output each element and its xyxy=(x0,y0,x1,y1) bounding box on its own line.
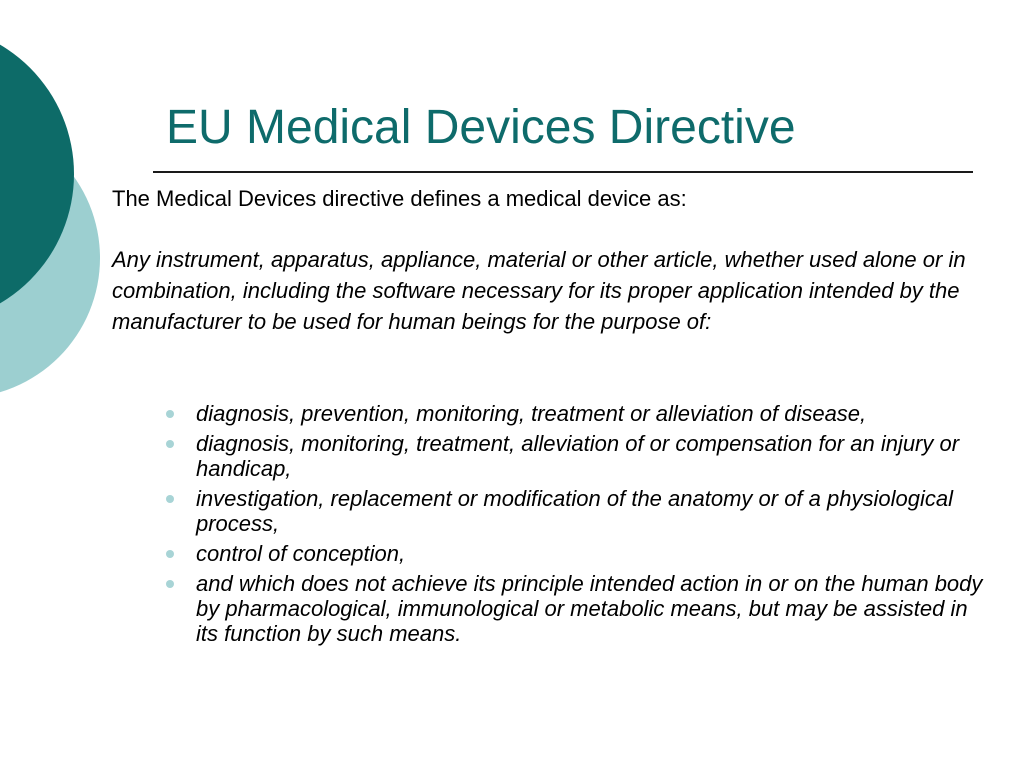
purpose-text: control of conception, xyxy=(196,541,406,566)
bullet-icon xyxy=(166,410,174,418)
list-item xyxy=(164,431,994,481)
list-item xyxy=(164,541,994,566)
bullet-icon xyxy=(166,440,174,448)
purpose-text: and which does not achieve its principle intended action in or on the human body by pharmacological, immunological or metabolic means, but may be assisted in its function by such means. xyxy=(196,571,983,646)
bullet-icon xyxy=(166,550,174,558)
definition-text: Any instrument, apparatus, appliance, material or other article, whether used alone or in combination, including the software necessary for its proper application intended by the manufacturer to be used for human beings for the purpose of: xyxy=(112,247,966,334)
bullet-icon xyxy=(166,495,174,503)
bullet-icon xyxy=(166,580,174,588)
intro-text: The Medical Devices directive defines a medical device as: xyxy=(112,186,687,211)
purpose-text: diagnosis, prevention, monitoring, treatment or alleviation of disease, xyxy=(196,401,867,426)
list-item xyxy=(164,486,994,536)
purpose-text: diagnosis, monitoring, treatment, alleviation of or compensation for an injury or handicap, xyxy=(196,431,960,481)
title-divider xyxy=(153,171,973,173)
purpose-list xyxy=(164,401,994,651)
list-item xyxy=(164,401,994,426)
purpose-text: investigation, replacement or modification of the anatomy or of a physiological process, xyxy=(196,486,953,536)
list-item xyxy=(164,571,994,646)
slide-title: EU Medical Devices Directive xyxy=(166,101,796,154)
